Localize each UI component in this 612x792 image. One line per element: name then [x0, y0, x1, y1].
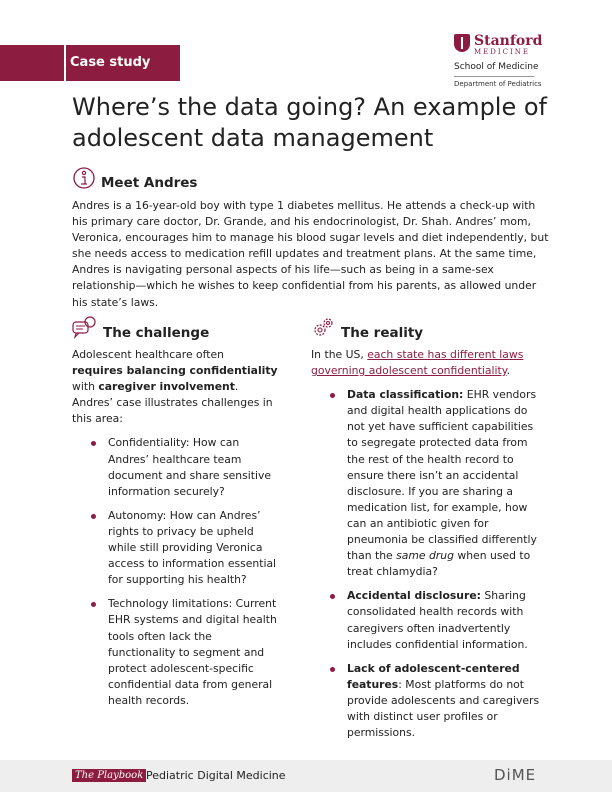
page-footer	[0, 760, 612, 792]
logo-department: Department of Pediatrics	[454, 80, 542, 88]
reality-list	[311, 387, 543, 741]
meet-body: Andres is a 16-year-old boy with type 1 diabetes mellitus. He attends a check-up with his primary care doctor, Dr. Grande, and his endocrinologist, Dr. Shah. Andres’ mom, Veronica, encourages him to manage his blood sugar levels and diet independently, but she needs access to medication refill updates and treatment plans. At the same time, Andres is navigating personal aspects of his life—such as being in a same-sex relationship—which he wishes to keep confidential from his parents, as allowed under his state’s laws.	[72, 199, 549, 309]
challenge-heading: The challenge	[103, 325, 210, 341]
banner-label: Case study	[70, 55, 151, 70]
list-item: Confidentiality: How can Andres’ healthcare team document and share sensitive information securely?	[72, 435, 278, 499]
dime-logo: DiME	[494, 766, 537, 784]
page-title: Where’s the data going? An example of adolescent data management	[72, 93, 547, 152]
list-item: Accidental disclosure: Sharing consolidated health records with caregivers often inadvertently includes confidential information.	[311, 588, 543, 652]
footer-title: Pediatric Digital Medicine	[146, 769, 286, 782]
stanford-seal-icon	[454, 34, 470, 52]
list-item: Data classification: EHR vendors and digital health applications do not yet have sufficient capabilities to segregate protected data from the rest of the health record to ensure there isn’t an accidental disclosure. If you are sharing a medication list, for example, how can an antibiotic given for pneumonia be classified differently than the same drug when used to treat chlamydia?	[311, 387, 543, 580]
logo-divider	[454, 76, 534, 77]
playbook-logo: The Playbook	[72, 769, 146, 782]
reality-column	[311, 347, 543, 749]
gears-icon	[311, 316, 335, 340]
state-laws-link[interactable]: each state has different laws governing adolescent confidentiality	[311, 348, 524, 378]
meet-heading: Meet Andres	[101, 175, 198, 191]
challenge-list	[72, 435, 278, 709]
challenge-column	[72, 347, 278, 717]
banner-rule	[64, 45, 66, 81]
list-item: Lack of adolescent-centered features: Most platforms do not provide adolescents and caregivers with distinct user profiles or permissions.	[311, 661, 543, 741]
chat-question-icon	[72, 316, 96, 340]
list-item: Technology limitations: Current EHR systems and digital health tools often lack the functionality to segment and protect adolescent-specific confidential data from general health records.	[72, 596, 278, 709]
logo-brand-sub: MEDICINE	[474, 48, 531, 56]
logo-brand: Stanford	[474, 33, 543, 49]
challenge-intro: Adolescent healthcare often requires balancing confidentiality with caregiver involvement. Andres’ case illustrates challenges in this area:	[72, 348, 278, 426]
case-study-banner	[0, 45, 180, 81]
list-item: Autonomy: How can Andres’ rights to privacy be upheld while still providing Veronica access to information essential for supporting his health?	[72, 508, 278, 588]
info-person-icon	[72, 166, 96, 190]
logo-school: School of Medicine	[454, 62, 539, 72]
reality-heading: The reality	[341, 325, 424, 341]
reality-intro: In the US, each state has different laws governing adolescent confidentiality.	[311, 348, 524, 378]
